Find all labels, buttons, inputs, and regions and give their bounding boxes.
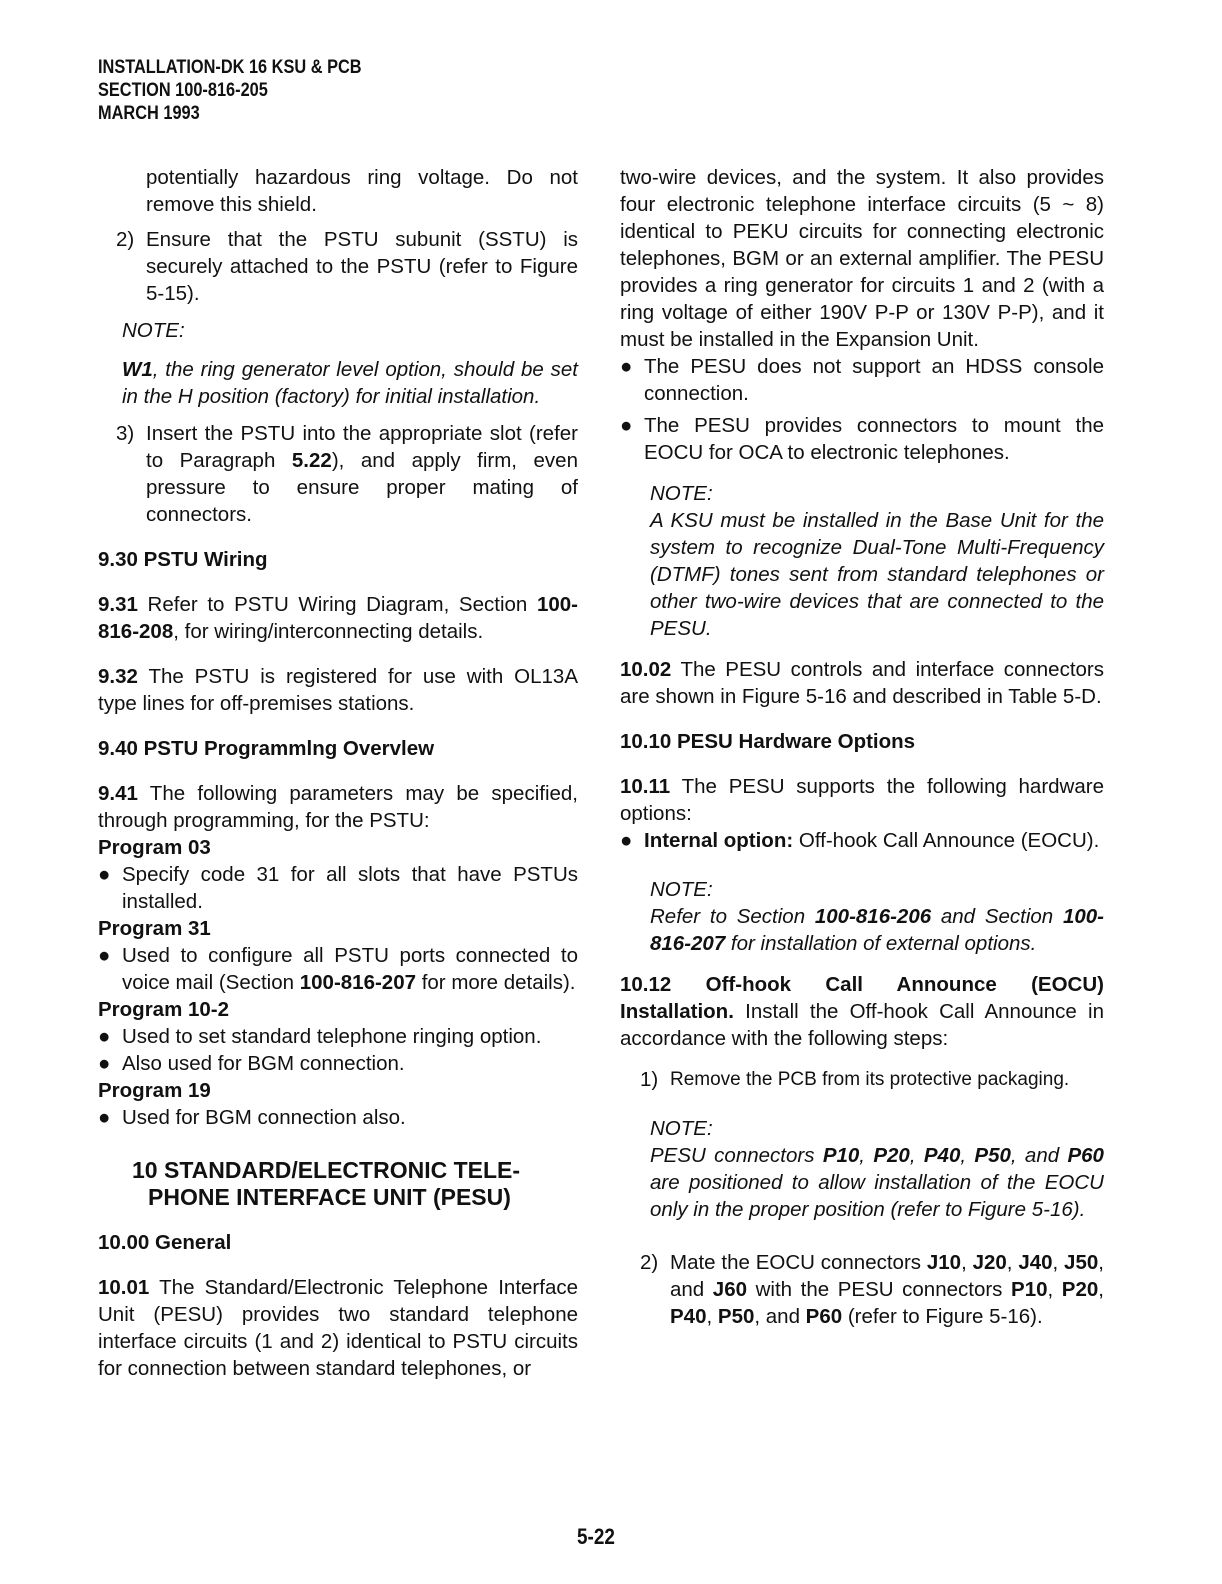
paragraph-number: 10.02 (620, 658, 672, 681)
separator: , (706, 1305, 718, 1328)
p1011-text: The PESU supports the following hardware options: (620, 775, 1104, 825)
list-item-text: Used to set standard telephone ringing option. (122, 1025, 542, 1048)
heading-10-10: 10.10 PESU Hardware Options (620, 730, 916, 753)
note-text: A KSU must be installed in the Base Unit for the system to recognize Dual-Tone Multi-Frequency (DTMF) tones sent from standard telephones or other two-wire devices that are connected to the PESU. (650, 509, 1104, 640)
right-column (620, 164, 1104, 1330)
paragraph-10-01 (98, 1274, 578, 1382)
note2-text-c: for installation of external options. (725, 932, 1037, 955)
list-item (98, 942, 578, 996)
connector-ref: P20 (1061, 1278, 1099, 1301)
note3-text-a: PESU connectors (650, 1144, 823, 1167)
separator: , (1052, 1251, 1065, 1274)
paragraph-10-12 (620, 971, 1104, 1052)
paragraph-10-02 (620, 656, 1104, 710)
note-connectors (620, 1115, 1104, 1223)
paragraph-9-41 (98, 780, 578, 834)
separator: , and (1010, 1144, 1068, 1167)
connector-ref: P40 (923, 1144, 961, 1167)
step-number: 1) (640, 1068, 659, 1091)
connector-ref: P10 (822, 1144, 860, 1167)
step-text (146, 420, 578, 528)
separator: , (961, 1251, 973, 1274)
page-number: 5-22 (577, 1524, 615, 1549)
note-label: NOTE: (650, 878, 713, 901)
header-date: MARCH 1993 (98, 103, 200, 124)
heading-10-line1: 10 STANDARD/ELECTRONIC TELE- (132, 1157, 521, 1183)
separator: , (1047, 1278, 1062, 1301)
step-2 (620, 1249, 1104, 1330)
paragraph-ref: 5.22 (291, 449, 332, 472)
section-ref: 100-816-207 (299, 971, 416, 994)
connector-ref: P60 (805, 1305, 843, 1328)
list-item (620, 827, 1104, 854)
p1001-text: The Standard/Electronic Telephone Interface Unit (PESU) provides two standard telephone interface circuits (1 and 2) identical to PSTU circuits for connection between standard telephones, or (98, 1276, 578, 1380)
program-10-2-label: Program 10-2 (98, 998, 230, 1021)
note-label: NOTE: (122, 319, 185, 342)
separator: , (859, 1144, 874, 1167)
note-label: NOTE: (650, 1117, 713, 1140)
paragraph-number: 10.12 (620, 973, 672, 996)
p941-text: The following parameters may be specified, through programming, for the PSTU: (98, 782, 578, 832)
connector-ref: J50 (1064, 1251, 1099, 1274)
section-ref: 100-816-208 (98, 593, 578, 643)
heading-9-30: 9.30 PSTU Wiring (98, 548, 268, 571)
note2-text-a: Refer to Section (650, 905, 815, 928)
step-2 (98, 226, 578, 307)
bullet-icon: ● (620, 414, 633, 437)
list-item (98, 861, 578, 915)
note-w1-text: , the ring generator level option, should be set in the H position (factory) for initial installation. (122, 358, 578, 408)
separator: , (1006, 1251, 1019, 1274)
list-item-text: Also used for BGM connection. (122, 1052, 405, 1075)
step-1 (620, 1066, 1104, 1093)
bullet-icon: ● (620, 355, 633, 378)
paragraph-title: Off-hook Call Announce (EOCU) Installation. (620, 973, 1104, 1023)
list-item-text: The PESU does not support an HDSS console connection. (644, 355, 1104, 405)
bullet-icon: ● (98, 1052, 111, 1075)
header-title: INSTALLATION-DK 16 KSU & PCB (98, 57, 362, 78)
paragraph-number: 9.31 (98, 593, 138, 616)
paragraph-number: 9.32 (98, 665, 138, 688)
note-text (650, 1142, 1104, 1223)
connector-ref: P20 (873, 1144, 910, 1167)
list-item-text: The PESU provides connectors to mount the EOCU for OCA to electronic telephones. (644, 414, 1104, 464)
list-item-text (122, 942, 578, 996)
paragraph-10-11 (620, 773, 1104, 827)
bullet-icon: ● (98, 863, 111, 886)
list-item-text: Specify code 31 for all slots that have PSTUs installed. (122, 863, 578, 913)
paragraph-number: 9.41 (98, 782, 138, 805)
connector-ref: J10 (926, 1251, 962, 1274)
list-item (98, 1050, 578, 1077)
list-item (620, 353, 1104, 407)
program-31-label: Program 31 (98, 917, 211, 940)
bullet-icon: ● (98, 1106, 111, 1129)
connector-ref: J60 (712, 1278, 748, 1301)
section-ref: 100-816-207 (650, 905, 1104, 955)
separator: , (960, 1144, 975, 1167)
step-text: Remove the PCB from its protective packaging. (670, 1069, 1070, 1090)
connector-ref: J20 (972, 1251, 1007, 1274)
step3-text-a: Insert the PSTU into the appropriate slot (refer to Paragraph (146, 422, 578, 472)
s2-text-a: Mate the EOCU connectors (670, 1251, 927, 1274)
separator: , and (670, 1251, 1104, 1301)
note3-text-b: are positioned to allow installation of the EOCU only in the proper position (refer to Figure 5-16). (650, 1171, 1104, 1221)
note-label: NOTE: (650, 482, 713, 505)
note-w1-bold: W1 (122, 358, 153, 381)
s2-text-mid: with the PESU connectors (747, 1278, 1012, 1301)
paragraph-9-32 (98, 663, 578, 717)
p1002-text: The PESU controls and interface connectors are shown in Figure 5-16 and described in Table 5-D. (620, 658, 1104, 708)
note-dtmf (620, 480, 1104, 642)
heading-10 (98, 1157, 578, 1211)
note-w1 (98, 356, 578, 410)
list-item-text: Used for BGM connection also. (122, 1106, 406, 1129)
left-column (98, 164, 578, 1382)
p931-text-b: , for wiring/interconnecting details. (173, 620, 484, 643)
note-external-options (620, 876, 1104, 957)
prog31-text-a: Used to configure all PSTU ports connected to voice mail (Section (122, 944, 578, 994)
option-text: Off-hook Call Announce (EOCU). (793, 829, 1100, 852)
list-item (620, 412, 1104, 466)
paragraph-number: 10.01 (98, 1276, 150, 1299)
connector-ref: P50 (717, 1305, 755, 1328)
step-text (670, 1249, 1104, 1330)
prog31-text-b: for more details). (416, 971, 576, 994)
p931-text-a: Refer to PSTU Wiring Diagram, Section (137, 593, 537, 616)
bullet-icon: ● (98, 944, 111, 967)
section-ref: 100-816-206 (814, 905, 932, 928)
separator: , and (754, 1305, 806, 1328)
paragraph-9-31 (98, 591, 578, 645)
paragraph-number: 10.11 (620, 775, 671, 798)
step-text: Ensure that the PSTU subunit (SSTU) is securely attached to the PSTU (refer to Figure 5-15). (146, 228, 578, 305)
bullet-icon: ● (98, 1025, 111, 1048)
step3-text-b: ), and apply firm, even pressure to ensure proper mating of connectors. (146, 449, 578, 526)
connector-ref: P40 (670, 1305, 707, 1328)
note-text (650, 903, 1104, 957)
list-item (98, 1023, 578, 1050)
connector-ref: P60 (1067, 1144, 1104, 1167)
step-3 (98, 420, 578, 528)
page-header (98, 56, 362, 125)
heading-10-line2: PHONE INTERFACE UNIT (PESU) (148, 1184, 511, 1210)
list-item (98, 1104, 578, 1131)
header-section: SECTION 100-816-205 (98, 80, 268, 101)
heading-9-40: 9.40 PSTU Programmlng Overvlew (98, 737, 435, 760)
option-label: Internal option: (644, 829, 794, 852)
connector-ref: J40 (1018, 1251, 1053, 1274)
program-19-label: Program 19 (98, 1079, 211, 1102)
p932-text: The PSTU is registered for use with OL13A type lines for off-premises stations. (98, 665, 578, 715)
connector-ref: P50 (974, 1144, 1011, 1167)
program-03-label: Program 03 (98, 836, 211, 859)
list-item-text (644, 827, 1104, 854)
step-number: 3) (116, 422, 135, 445)
shield-paragraph: potentially hazardous ring voltage. Do not remove this shield. (146, 166, 578, 216)
note2-text-b: and Section (931, 905, 1063, 928)
separator: , (1098, 1278, 1104, 1301)
connector-ref: P10 (1011, 1278, 1048, 1301)
step-number: 2) (640, 1251, 659, 1274)
step-number: 2) (116, 228, 135, 251)
bullet-icon: ● (620, 829, 633, 852)
continued-paragraph: two-wire devices, and the system. It also provides four electronic telephone interface circuits (5 ~ 8) identical to PEKU circuits for connecting electronic telephones, BGM or an external amplifier. The PESU provides a ring generator for circuits 1 and 2 (with a ring voltage of either 190V P-P or 130V P-P), and it must be installed in the Expansion Unit. (620, 166, 1104, 351)
heading-10-00: 10.00 General (98, 1231, 232, 1254)
separator: , (909, 1144, 924, 1167)
s2-text-b: (refer to Figure 5-16). (842, 1305, 1043, 1328)
p1012-text: Install the Off-hook Call Announce in accordance with the following steps: (620, 1000, 1104, 1050)
